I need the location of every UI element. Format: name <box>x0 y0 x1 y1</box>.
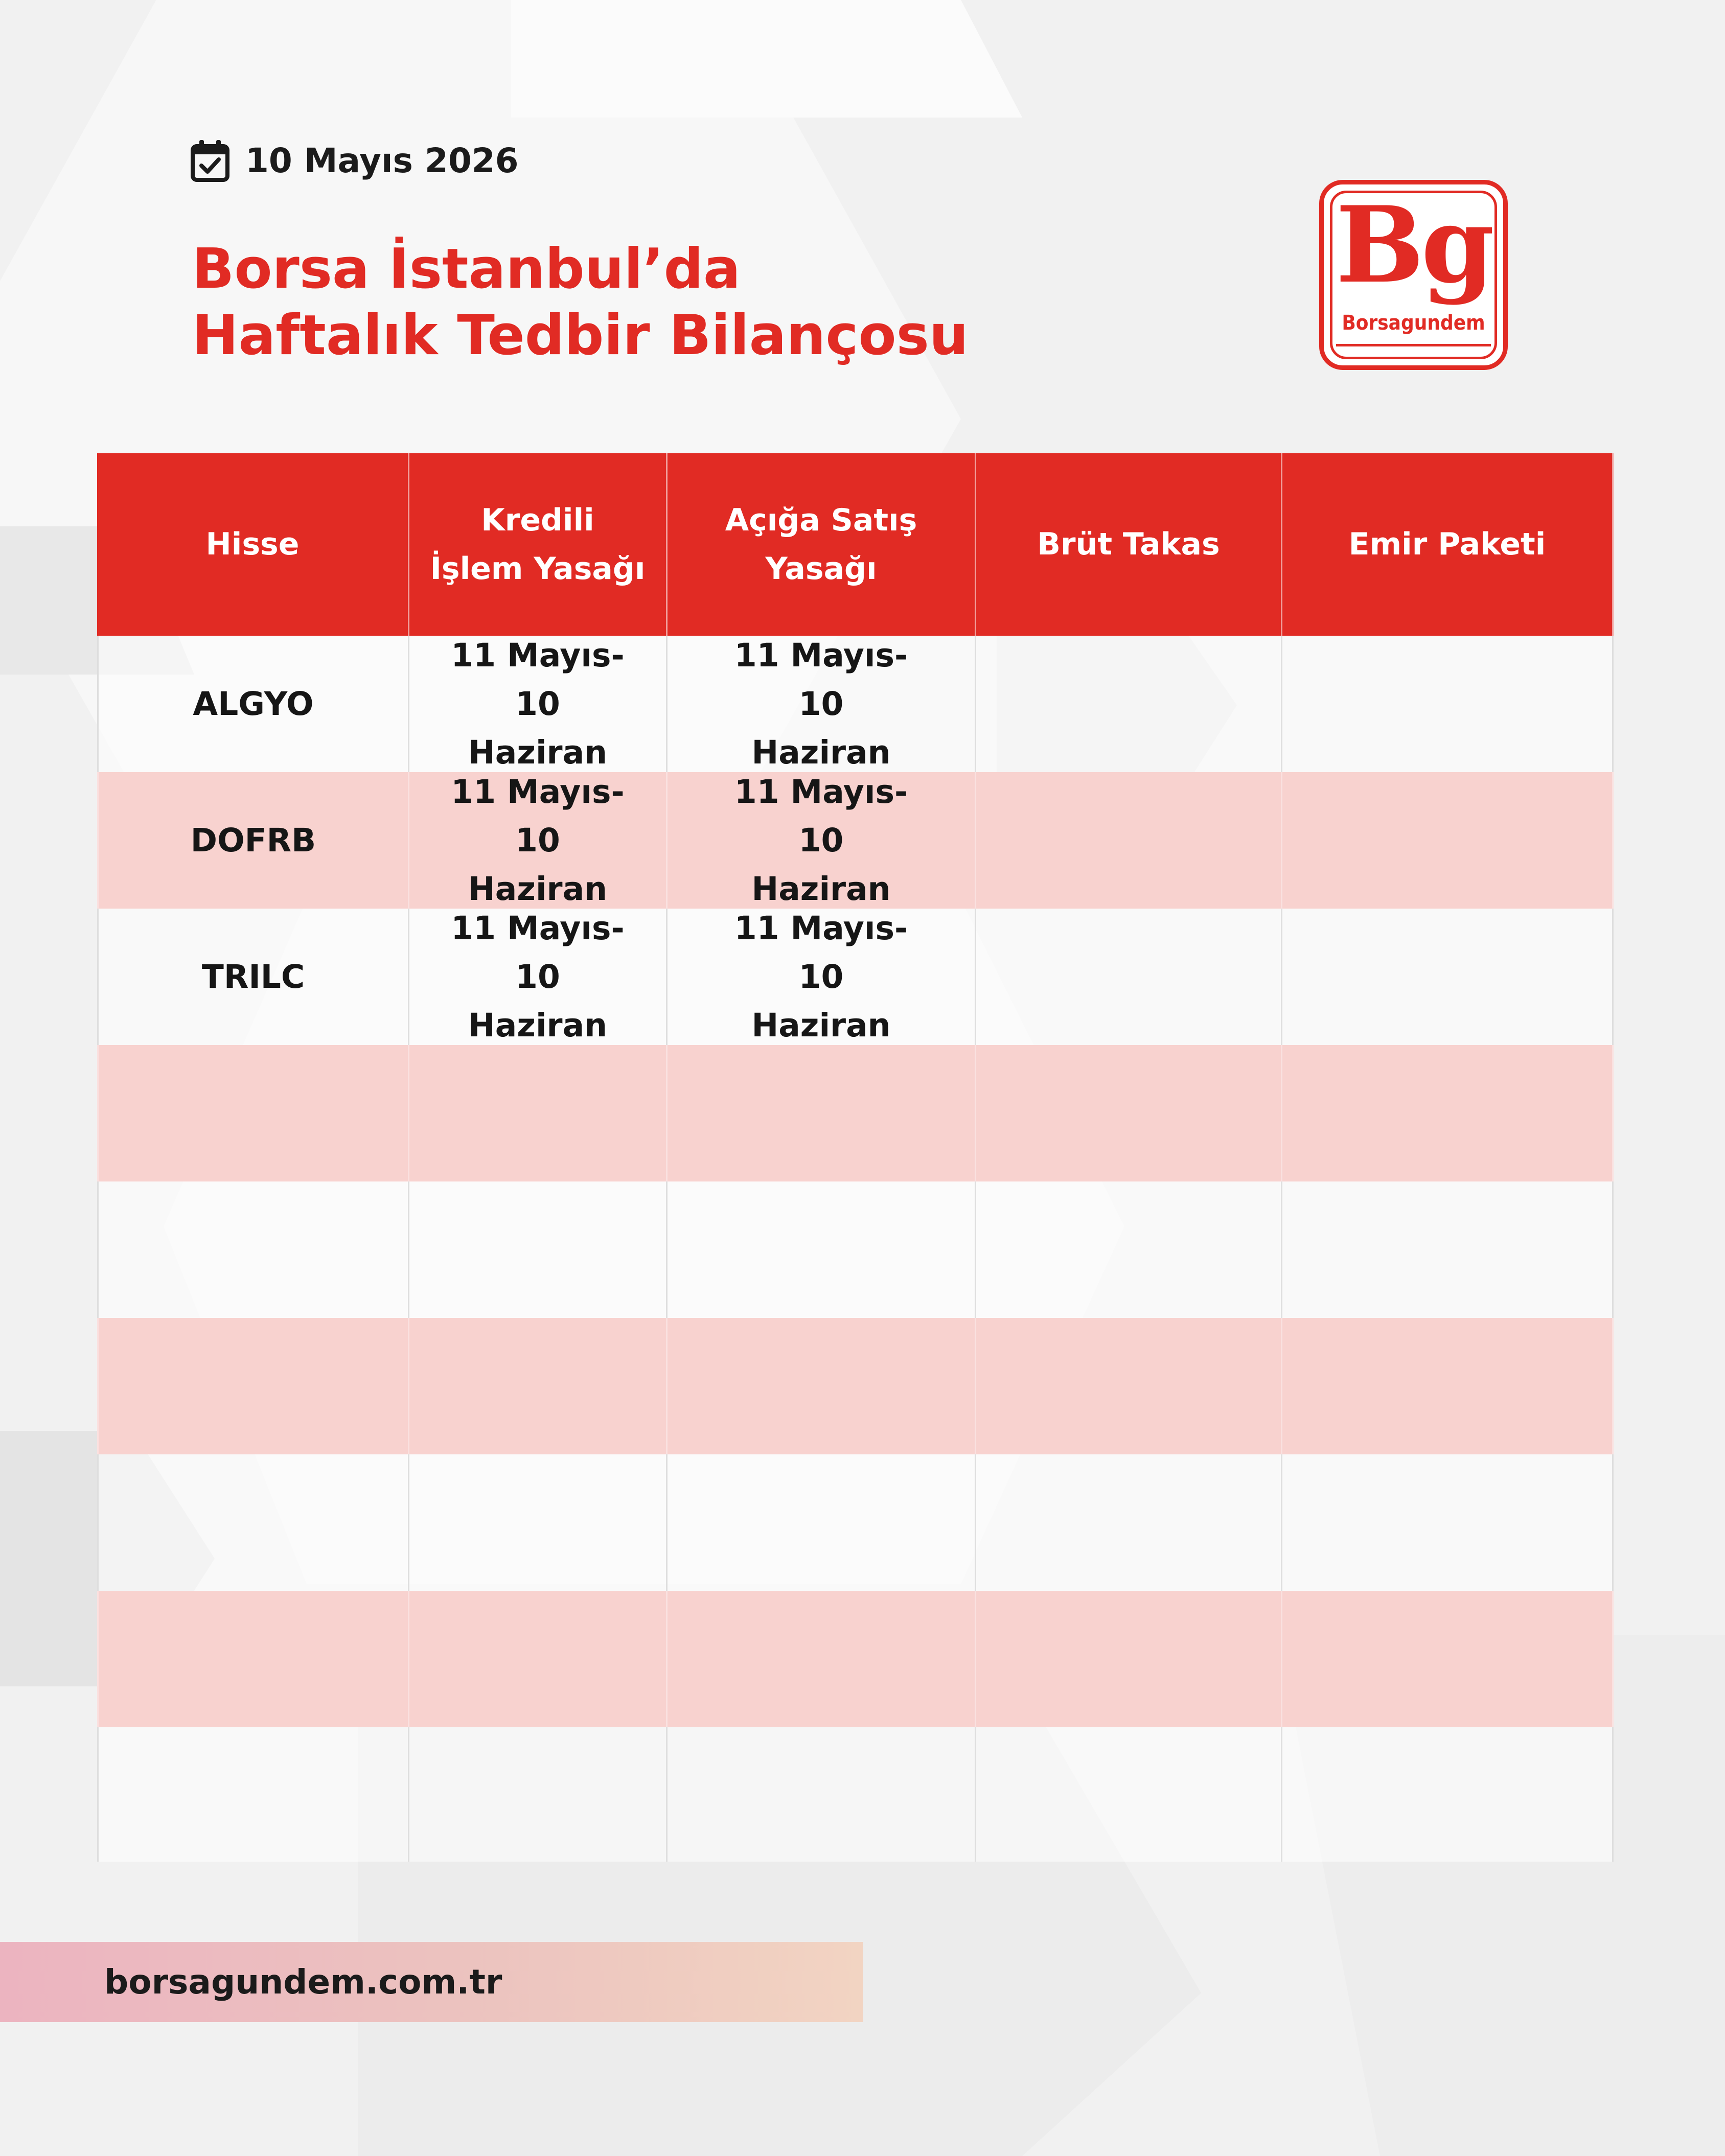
cell-emir-paketi <box>1282 636 1614 772</box>
measures-table <box>97 453 1614 1862</box>
publish-date: 10 Mayıs 2026 <box>245 141 519 180</box>
cell-aciga-satis: 11 Mayıs-10 Haziran <box>668 909 976 1045</box>
page-title <box>192 236 969 369</box>
cell-hisse: DOFRB <box>97 772 409 909</box>
cell-emir-paketi <box>1282 1318 1614 1454</box>
logo-underline <box>1336 344 1491 346</box>
cell-kredili-islem <box>409 1454 668 1591</box>
cell-brut-takas <box>976 772 1282 909</box>
footer-bar <box>0 1942 863 2022</box>
cell-hisse <box>97 1318 409 1454</box>
cell-brut-takas <box>976 1591 1282 1727</box>
column-header-emir-paketi: Emir Paketi <box>1282 453 1614 636</box>
cell-emir-paketi <box>1282 1045 1614 1181</box>
cell-kredili-islem: 11 Mayıs-10 Haziran <box>409 909 668 1045</box>
cell-aciga-satis <box>668 1591 976 1727</box>
cell-emir-paketi <box>1282 1181 1614 1318</box>
cell-emir-paketi <box>1282 909 1614 1045</box>
cell-hisse <box>97 1454 409 1591</box>
cell-hisse <box>97 1181 409 1318</box>
cell-hisse: ALGYO <box>97 636 409 772</box>
cell-brut-takas <box>976 1045 1282 1181</box>
table-grid <box>97 453 1614 1862</box>
cell-hisse <box>97 1591 409 1727</box>
website-link[interactable]: borsagundem.com.tr <box>104 1962 502 2002</box>
cell-hisse <box>97 1045 409 1181</box>
cell-aciga-satis: 11 Mayıs-10 Haziran <box>668 772 976 909</box>
cell-hisse: TRILC <box>97 909 409 1045</box>
column-header-hisse: Hisse <box>97 453 409 636</box>
logo-mark: Bg <box>1336 184 1491 307</box>
cell-kredili-islem <box>409 1181 668 1318</box>
cell-kredili-islem <box>409 1318 668 1454</box>
cell-emir-paketi <box>1282 1727 1614 1862</box>
cell-aciga-satis: 11 Mayıs-10 Haziran <box>668 636 976 772</box>
cell-brut-takas <box>976 1454 1282 1591</box>
column-header-aciga-satis: Açığa Satış Yasağı <box>668 453 976 636</box>
page-title-line-1: Borsa İstanbul’da <box>192 237 741 301</box>
cell-emir-paketi <box>1282 772 1614 909</box>
logo-wordmark: Borsagundem <box>1342 311 1485 335</box>
cell-kredili-islem <box>409 1727 668 1862</box>
brand-logo <box>1319 180 1508 370</box>
cell-brut-takas <box>976 636 1282 772</box>
cell-emir-paketi <box>1282 1591 1614 1727</box>
date-row <box>190 139 519 182</box>
cell-aciga-satis <box>668 1454 976 1591</box>
cell-kredili-islem <box>409 1045 668 1181</box>
calendar-icon <box>190 139 230 182</box>
cell-kredili-islem: 11 Mayıs-10 Haziran <box>409 772 668 909</box>
cell-aciga-satis <box>668 1181 976 1318</box>
cell-aciga-satis <box>668 1318 976 1454</box>
cell-emir-paketi <box>1282 1454 1614 1591</box>
column-header-brut-takas: Brüt Takas <box>976 453 1282 636</box>
page-title-line-2: Haftalık Tedbir Bilançosu <box>192 304 969 367</box>
cell-kredili-islem <box>409 1591 668 1727</box>
cell-hisse <box>97 1727 409 1862</box>
cell-brut-takas <box>976 909 1282 1045</box>
column-header-kredili-islem: Kredili İşlem Yasağı <box>409 453 668 636</box>
cell-aciga-satis <box>668 1727 976 1862</box>
cell-brut-takas <box>976 1727 1282 1862</box>
cell-brut-takas <box>976 1181 1282 1318</box>
cell-kredili-islem: 11 Mayıs-10 Haziran <box>409 636 668 772</box>
cell-brut-takas <box>976 1318 1282 1454</box>
cell-aciga-satis <box>668 1045 976 1181</box>
